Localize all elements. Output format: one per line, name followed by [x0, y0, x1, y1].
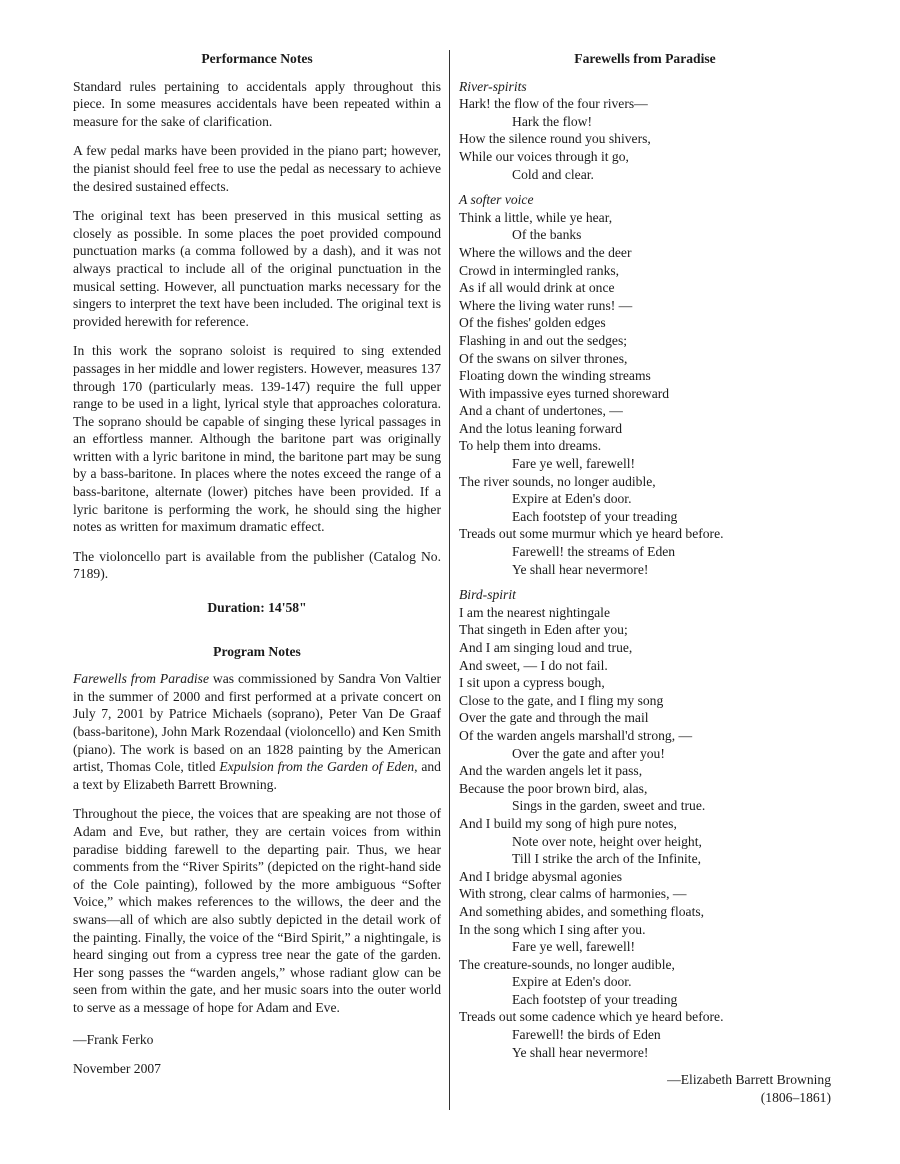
poem-line: Farewell! the birds of Eden	[512, 1027, 661, 1043]
performance-paragraph: In this work the soprano soloist is required to sing extended passages in her middle and lower registers. However, measures 137 through 170 (particularly meas. 139-147) require the full upper range to be used in a light, lyrical style that approaches coloratura. The soprano should be capable of singing these lyrical passages in an effortless manner. Although the baritone part was originally written with a lyric baritone in mind, the baritone part may be sung by a bass-baritone. In places where the notes exceed the range of a bass-baritone, alternate (lower) pitches have been provided. If a lyric baritone is performing the work, he should sing the higher notes as written for maximum dramatic effect.	[73, 343, 441, 535]
poem-line: While our voices through it go,	[459, 148, 629, 164]
poem-line: As if all would drink at once	[459, 280, 615, 296]
stanza	[459, 191, 831, 578]
poem-line: Each footstep of your treading	[512, 508, 678, 524]
poem-line: Crowd in intermingled ranks,	[459, 262, 620, 278]
poem-title: Farewells from Paradise	[574, 51, 716, 66]
poem-line: Where the willows and the deer	[459, 244, 632, 260]
poem-line: And the lotus leaning forward	[459, 420, 623, 436]
poem-line: Treads out some murmur which ye heard before.	[459, 526, 724, 542]
poem-line: To help them into dreams.	[459, 438, 602, 454]
poem-line: Of the fishes' golden edges	[459, 315, 606, 331]
signature-name: —Frank Ferko	[73, 1031, 154, 1047]
poem-line: With strong, clear calms of harmonies, —	[459, 886, 687, 902]
poem-line: And a chant of undertones, —	[459, 403, 623, 419]
poem-line: And I bridge abysmal agonies	[459, 868, 623, 884]
duration-heading: Duration: 14'58"	[207, 600, 307, 616]
performance-paragraph: The violoncello part is available from the publisher (Catalog No. 7189).	[73, 548, 441, 582]
poem-line: Think a little, while ye hear,	[459, 209, 613, 225]
poet-dates: (1806–1861)	[760, 1089, 831, 1105]
poet-name: —Elizabeth Barrett Browning	[667, 1072, 831, 1088]
poem-line: And sweet, — I do not fail.	[459, 657, 608, 673]
poem-line: Cold and clear.	[512, 166, 594, 182]
poem-line: How the silence round you shivers,	[459, 131, 651, 147]
poem-line: Expire at Eden's door.	[512, 974, 632, 990]
poem-line: Each footstep of your treading	[512, 991, 678, 1007]
poem-line: Fare ye well, farewell!	[512, 939, 636, 955]
poem-credit	[459, 1071, 831, 1106]
poem-line: Of the swans on silver thrones,	[459, 350, 628, 366]
notes-column	[73, 50, 441, 1090]
poem-line: And the warden angels let it pass,	[459, 763, 643, 779]
program-notes-heading: Program Notes	[213, 643, 301, 659]
program-text: was commissioned by Sandra Von Valtier in the summer of 2000 and first performed at a private concert on July 7, 2001 by Patrice Michaels (soprano), Peter Van De Graaf (bass-baritone), John Mark Rozendaal (violoncello) and Ken Smith (piano). The work is based on an 1828 painting by the American artist, Thomas Cole, titled	[73, 671, 442, 775]
stanza	[459, 78, 831, 184]
performance-paragraph: A few pedal marks have been provided in the piano part; however, the pianist should feel free to use the pedal as necessary to achieve the desired sustained effects.	[73, 143, 441, 194]
program-paragraph: Throughout the piece, the voices that are speaking are not those of Adam and Eve, but rather, they are certain voices from within paradise bidding farewell to the departing pair. Thus, we hear comments from the “River Spirits” (depicted on the right-hand side of the Cole painting), followed by the more ambiguous “Softer Voice,” which makes references to the willows, the deer and the swans—all of which are also subtly depicted in the detail work of the painting. Finally, the voice of the “Bird Spirit,” a nightingale, is heard singing out from a cypress tree near the gate of the garden. Her song passes the “warden angels,” whose radiant glow can be seen from within the gate, and her music soars into the outer world to serve as a message of hope for Adam and Eve.	[73, 806, 441, 1015]
poem-line: Floating down the winding streams	[459, 368, 651, 384]
signature-date: November 2007	[73, 1061, 161, 1077]
poem-line: Farewell! the streams of Eden	[512, 544, 676, 560]
stanza-speaker: A softer voice	[459, 192, 534, 208]
poem-line: The river sounds, no longer audible,	[459, 473, 656, 489]
poem-line: Ye shall hear nevermore!	[512, 561, 649, 577]
poem-line: Close to the gate, and I fling my song	[459, 692, 664, 708]
poem-line: And I am singing loud and true,	[459, 640, 633, 655]
poem-line: Sings in the garden, sweet and true.	[512, 798, 706, 814]
column-divider	[449, 50, 450, 1110]
stanza	[459, 586, 831, 1061]
poem-line: I sit upon a cypress bough,	[459, 675, 605, 691]
poem-line: Hark! the flow of the four rivers—	[459, 96, 648, 112]
poem-line: And something abides, and something floats,	[459, 903, 705, 919]
work-title: Farewells from Paradise	[73, 671, 209, 687]
poem-line: Flashing in and out the sedges;	[459, 332, 628, 348]
poem-line: Of the banks	[512, 227, 582, 243]
poem-line: That singeth in Eden after you;	[459, 622, 628, 638]
poem-line: Over the gate and after you!	[512, 745, 665, 761]
poem-line: Of the warden angels marshall'd strong, —	[459, 727, 693, 743]
performance-notes-heading: Performance Notes	[201, 51, 313, 66]
painting-title: Expulsion from the Garden of Eden	[219, 759, 415, 775]
poem-line: In the song which I sing after you.	[459, 921, 646, 937]
poem-text	[459, 78, 831, 1062]
program-paragraph	[73, 670, 441, 793]
poem-line: The creature-sounds, no longer audible,	[459, 956, 675, 972]
performance-paragraph: Standard rules pertaining to accidentals apply throughout this piece. In some measures accidentals have been repeated within a measure for the sake of clarification.	[73, 78, 441, 129]
program-text: , and a text by Elizabeth Barrett Browning.	[73, 759, 441, 792]
poem-line: Note over note, height over height,	[512, 833, 702, 849]
poem-column	[459, 50, 831, 1106]
poem-line: Till I strike the arch of the Infinite,	[512, 851, 702, 867]
poem-line: Hark the flow!	[512, 113, 593, 129]
stanza-speaker: Bird-spirit	[459, 587, 516, 603]
poem-line: And I build my song of high pure notes,	[459, 815, 677, 831]
poem-line: Treads out some cadence which ye heard before.	[459, 1009, 724, 1025]
poem-line: Because the poor brown bird, alas,	[459, 780, 648, 796]
stanza-speaker: River-spirits	[459, 78, 527, 94]
performance-paragraph: The original text has been preserved in this musical setting as closely as possible. In some places the poet provided compound punctuation marks (a comma followed by a dash), and it was not always practical to include all of the original punctuation in the musical setting. However, all punctuation marks necessary for the singers to interpret the text have been included. The original text is provided herewith for reference.	[73, 208, 441, 329]
poem-line: Where the living water runs! —	[459, 297, 633, 313]
poem-line: Ye shall hear nevermore!	[512, 1044, 649, 1060]
poem-line: With impassive eyes turned shoreward	[459, 385, 670, 401]
poem-line: I am the nearest nightingale	[459, 604, 610, 620]
poem-line: Fare ye well, farewell!	[512, 456, 636, 472]
signature	[73, 1031, 441, 1078]
poem-line: Expire at Eden's door.	[512, 491, 632, 507]
poem-line: Over the gate and through the mail	[459, 710, 649, 726]
